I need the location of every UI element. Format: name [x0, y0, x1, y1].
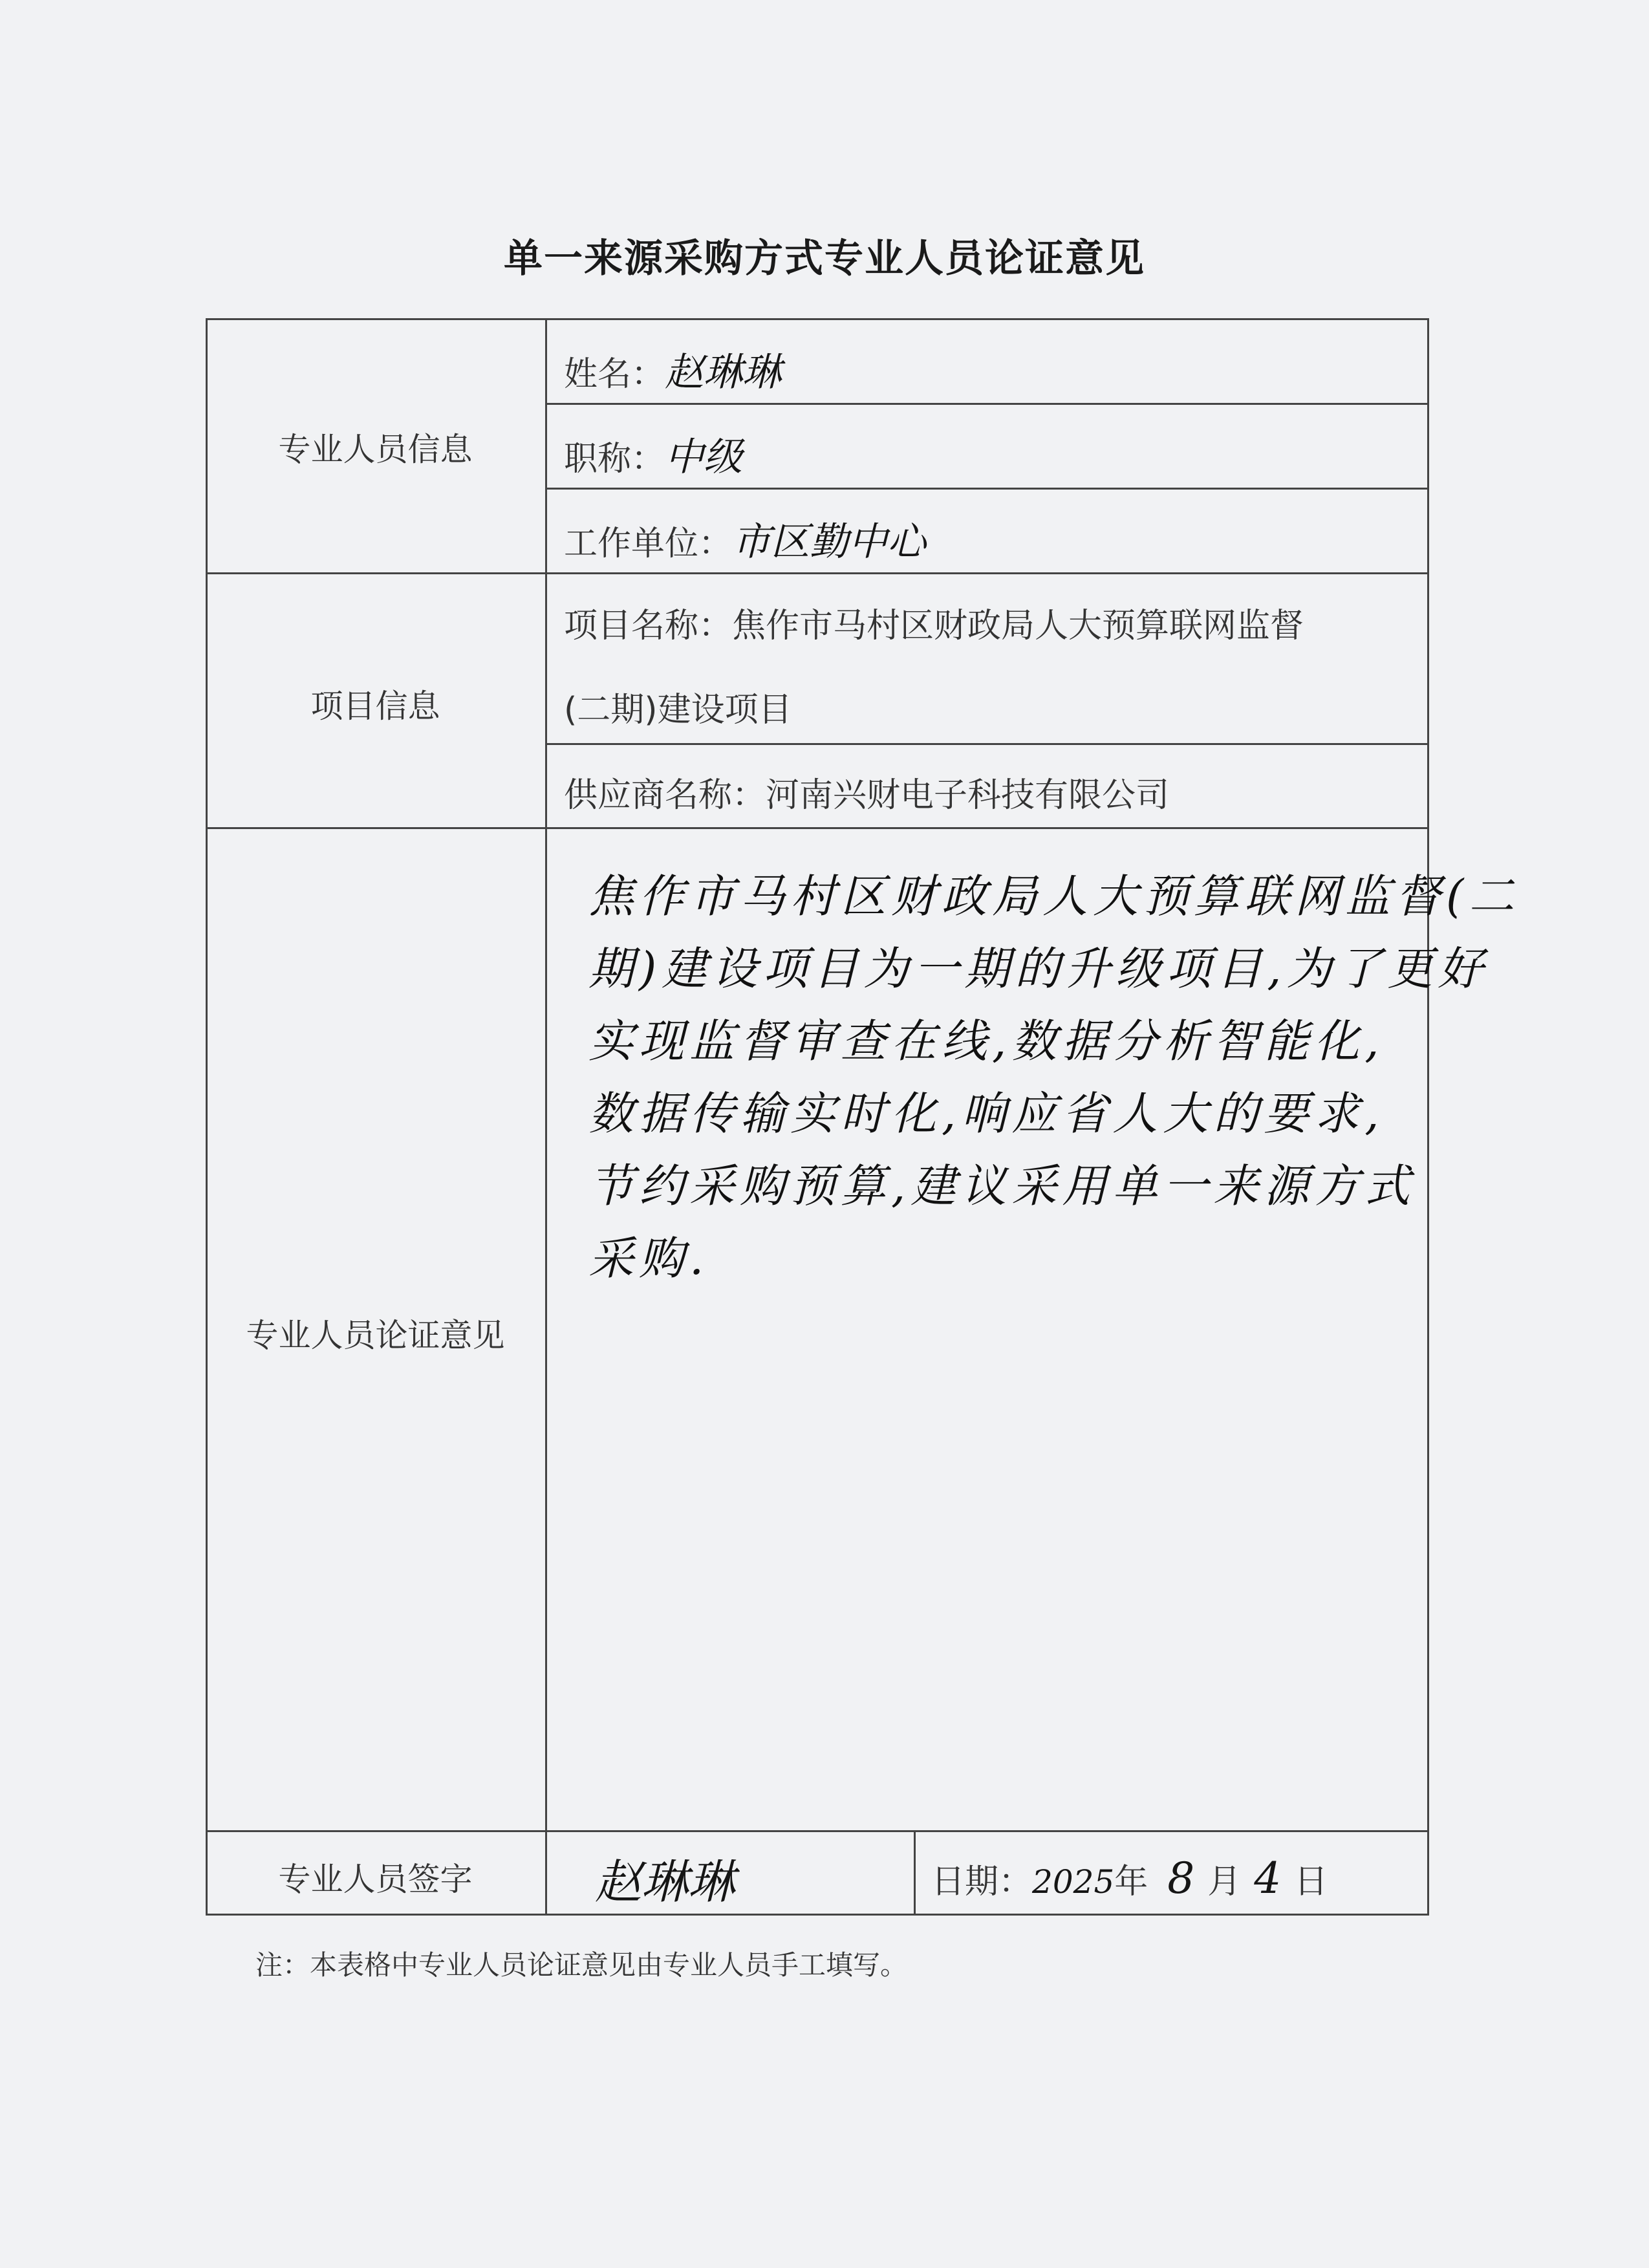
date-year: 2025	[1032, 1863, 1115, 1901]
date-label: 日期：	[931, 1863, 1033, 1901]
row-line-project-end	[206, 827, 1429, 829]
row-line-rank	[545, 488, 1429, 490]
day-char: 日	[1294, 1863, 1328, 1901]
rank-field	[564, 426, 742, 482]
opinion-line: 期)建设项目为一期的升级项目,为了更好	[588, 942, 1489, 995]
project-name-line1: 焦作市马村区财政局人大预算联网监督	[732, 607, 1304, 645]
row-line-project-name	[545, 743, 1429, 745]
row-line-personnel-end	[206, 572, 1429, 574]
footnote: 注：本表格中专业人员论证意见由专业人员手工填写。	[255, 1949, 908, 1981]
row-line-opinion-end	[206, 1830, 1429, 1832]
handwritten-opinion	[588, 860, 1520, 1295]
signature-divider-1	[545, 1830, 547, 1916]
date-field	[931, 1853, 1328, 1903]
year-char: 年	[1114, 1863, 1148, 1901]
row-line-name	[545, 403, 1429, 405]
supplier-value: 河南兴财电子科技有限公司	[766, 776, 1170, 815]
supplier-field	[564, 768, 1169, 816]
rank-label: 职称：	[564, 440, 665, 479]
date-day: 4	[1254, 1853, 1282, 1903]
personnel-section-label: 专业人员信息	[278, 431, 473, 468]
name-label: 姓名：	[564, 355, 665, 394]
project-name-line2: (二期)建设项目	[564, 691, 792, 729]
name-value: 赵琳琳	[665, 350, 782, 395]
project-name-field	[564, 598, 1304, 647]
column-divider	[545, 318, 547, 1831]
rank-value: 中级	[665, 435, 743, 480]
opinion-line: 采购.	[588, 1232, 709, 1285]
opinion-line: 焦作市马村区财政局人大预算联网监督(二	[588, 870, 1520, 923]
signature-value: 赵琳琳	[595, 1855, 735, 1909]
opinion-line: 数据传输实时化,响应省人大的要求,	[588, 1087, 1385, 1140]
project-section-label: 项目信息	[310, 687, 440, 725]
signature-divider-2	[914, 1830, 916, 1916]
org-field	[564, 511, 926, 567]
org-value: 市区勤中心	[732, 519, 927, 565]
signature-label: 专业人员签字	[278, 1861, 473, 1898]
document-title: 单一来源采购方式专业人员论证意见	[504, 236, 1145, 281]
org-label: 工作单位：	[564, 524, 733, 563]
opinion-section-label: 专业人员论证意见	[246, 1317, 505, 1354]
name-field	[564, 341, 781, 397]
project-name-label: 项目名称：	[564, 607, 733, 645]
month-char: 月	[1207, 1863, 1242, 1901]
date-month: 8	[1167, 1853, 1195, 1903]
opinion-line: 实现监督审查在线,数据分析智能化,	[588, 1015, 1385, 1068]
supplier-label: 供应商名称：	[564, 776, 766, 815]
opinion-line: 节约采购预算,建议采用单一来源方式	[588, 1160, 1416, 1213]
